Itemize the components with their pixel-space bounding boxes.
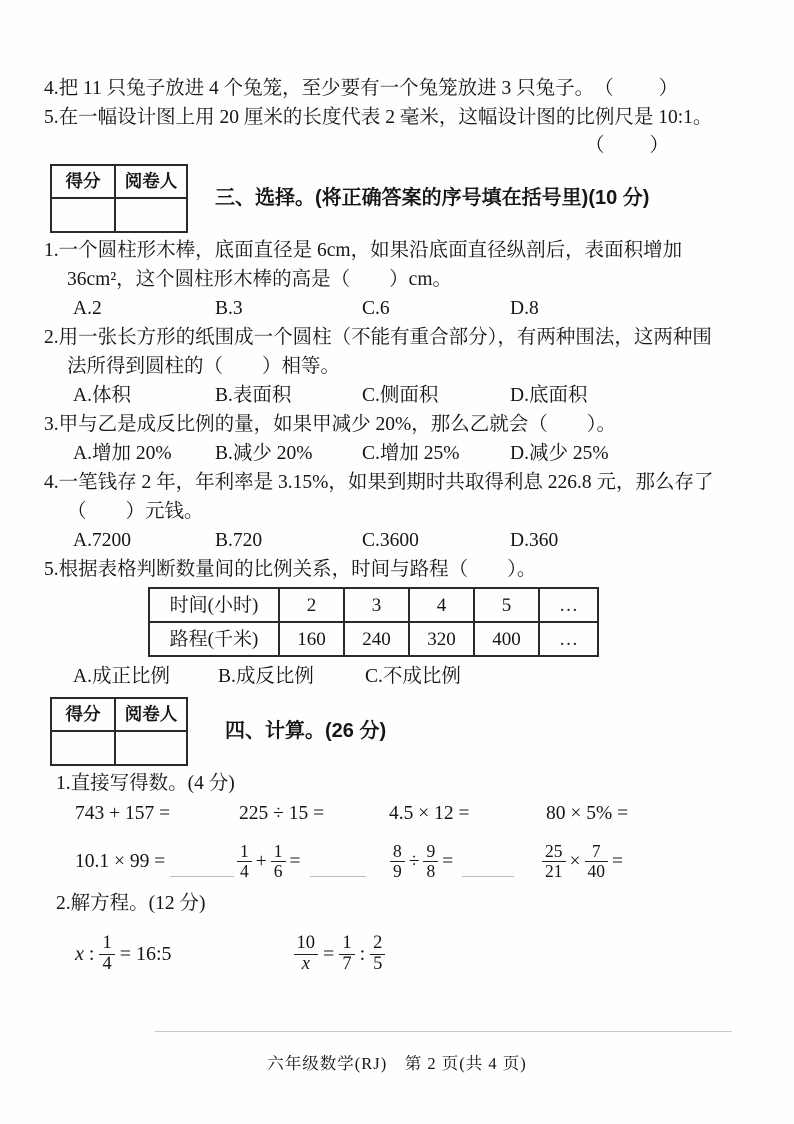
option-c: C.6 (362, 298, 390, 319)
equation-1 (75, 926, 177, 982)
question-text: 法所得到圆柱的（ ）相等。 (67, 356, 341, 377)
grader-label: 阅卷人 (115, 165, 187, 198)
score-cell-empty (51, 198, 115, 232)
page-footer: 六年级数学(RJ) 第 2 页(共 4 页) (267, 1054, 527, 1073)
calc-expression: 743 + 157 = (75, 803, 171, 824)
calc-sub1-title: 1.直接写得数。(4 分) (56, 773, 235, 794)
calc-expression (75, 837, 237, 885)
option-b: B.成反比例 (218, 666, 314, 687)
question-text: 5.根据表格判断数量间的比例关系，时间与路程（ ）。 (44, 559, 537, 580)
equation-row (44, 926, 760, 982)
operator: × (569, 850, 581, 872)
question-text: 4.一笔钱存 2 年，年利率是 3.15%，如果到期时共取得利息 226.8 元，那么存了 (44, 472, 714, 493)
option-b: B.减少 20% (215, 443, 313, 464)
score-panel (50, 697, 188, 766)
option-b: B.表面积 (215, 385, 292, 406)
question-text: 2.用一张长方形的纸围成一个圆柱（不能有重合部分），有两种围法，这两种围 (44, 327, 712, 348)
calc-expression (237, 837, 390, 885)
judge-question-5 (44, 103, 760, 132)
option-c: C.3600 (362, 530, 419, 551)
ratio-table (148, 587, 599, 657)
calc-expression (542, 837, 627, 885)
answer-blank (170, 875, 234, 877)
question-text: 3.甲与乙是成反比例的量，如果甲减少 20%，那么乙就会（ ）。 (44, 414, 616, 435)
score-panel (50, 164, 188, 233)
fraction: $\frac{25}{21}$ (542, 842, 566, 881)
equals-sign: = (612, 850, 623, 872)
table-row-time (149, 588, 598, 622)
answer-parens: （ ） (594, 78, 681, 99)
answer-parens: （ ） (584, 135, 671, 156)
question-text: 1.一个圆柱形木棒，底面直径是 6cm，如果沿底面直径纵剖后，表面积增加 (44, 240, 683, 261)
grader-label: 阅卷人 (115, 698, 187, 731)
option-a: A.7200 (73, 530, 131, 551)
option-d: D.360 (510, 530, 559, 551)
table-row-distance (149, 622, 598, 656)
equals-sign: = (442, 850, 454, 872)
table-cell: 240 (344, 622, 409, 656)
grader-cell-empty (115, 731, 187, 765)
footer-rule (155, 1031, 732, 1032)
section3-header (44, 164, 760, 226)
ratio-colon: : (88, 942, 95, 965)
table-cell: 2 (279, 588, 344, 622)
table-cell: 320 (409, 622, 474, 656)
option-c: C.不成比例 (365, 666, 461, 687)
operator: ÷ (408, 850, 420, 872)
fraction: $\frac{1}{7}$ (339, 934, 354, 975)
options-row (44, 526, 760, 555)
table-cell: 400 (474, 622, 539, 656)
score-cell-empty (51, 731, 115, 765)
operator: + (255, 850, 267, 872)
equals-sign: = (323, 942, 335, 965)
equation-rhs: = 16:5 (119, 942, 172, 965)
calc-expression: 80 × 5% = (546, 803, 629, 824)
question-text: 4.把 11 只兔子放进 4 个兔笼，至少要有一个兔笼放进 3 只兔子。 (44, 78, 595, 99)
option-b: B.3 (215, 298, 243, 319)
table-cell: 3 (344, 588, 409, 622)
calc-sub2-title: 2.解方程。(12 分) (56, 893, 206, 914)
option-b: B.720 (215, 530, 263, 551)
table-cell: 4 (409, 588, 474, 622)
choice-question-2 (44, 323, 760, 410)
table-cell: 160 (279, 622, 344, 656)
fraction: $\frac{7}{40}$ (585, 842, 609, 881)
calc-row-1 (44, 799, 760, 828)
choice-question-4 (44, 468, 760, 555)
section3-title: 三、选择。(将正确答案的序号填在括号里)(10 分) (215, 187, 650, 209)
options-row (44, 294, 760, 323)
question-text: 5.在一幅设计图上用 20 厘米的长度代表 2 毫米，这幅设计图的比例尺是 10:1。 (44, 107, 713, 128)
section4-header (44, 697, 760, 759)
section4-title: 四、计算。(26 分) (225, 720, 387, 742)
table-cell: 时间(小时) (149, 588, 279, 622)
option-d: D.底面积 (510, 385, 588, 406)
ratio-colon: : (359, 942, 366, 965)
option-a: A.增加 20% (73, 443, 172, 464)
calc-row-2 (44, 837, 760, 885)
choice-question-3 (44, 410, 760, 468)
choice-question-5 (44, 555, 760, 691)
score-label: 得分 (51, 165, 115, 198)
option-d: D.减少 25% (510, 443, 609, 464)
table-cell: … (539, 622, 598, 656)
equation-2 (294, 926, 386, 982)
expression-text: 10.1 × 99 = (75, 850, 166, 872)
fraction: $\frac{9}{8}$ (423, 842, 438, 881)
table-cell: 路程(千米) (149, 622, 279, 656)
score-label: 得分 (51, 698, 115, 731)
judge-question-4 (44, 74, 760, 103)
answer-blank (462, 875, 514, 877)
answer-blank (310, 875, 366, 877)
fraction: $\frac{10}{x}$ (294, 934, 319, 975)
choice-question-1 (44, 236, 760, 323)
table-cell: … (539, 588, 598, 622)
fraction: $\frac{2}{5}$ (370, 934, 385, 975)
variable-x: x (75, 942, 84, 965)
calc-expression: 225 ÷ 15 = (239, 803, 325, 824)
calc-expression (390, 837, 542, 885)
options-row (44, 381, 760, 410)
equals-sign: = (289, 850, 301, 872)
options-row (44, 662, 760, 691)
question-text: （ ）元钱。 (67, 501, 204, 522)
options-row (44, 439, 760, 468)
calc-expression: 4.5 × 12 = (389, 803, 470, 824)
option-a: A.2 (73, 298, 102, 319)
fraction: $\frac{1}{4}$ (99, 934, 114, 975)
table-cell: 5 (474, 588, 539, 622)
option-c: C.增加 25% (362, 443, 460, 464)
question-text: 36cm²，这个圆柱形木棒的高是（ ）cm。 (67, 269, 452, 290)
option-d: D.8 (510, 298, 539, 319)
fraction: $\frac{1}{4}$ (237, 842, 252, 881)
option-a: A.体积 (73, 385, 131, 406)
grader-cell-empty (115, 198, 187, 232)
fraction: $\frac{1}{6}$ (271, 842, 286, 881)
fraction: $\frac{8}{9}$ (390, 842, 405, 881)
option-a: A.成正比例 (73, 666, 170, 687)
option-c: C.侧面积 (362, 385, 439, 406)
